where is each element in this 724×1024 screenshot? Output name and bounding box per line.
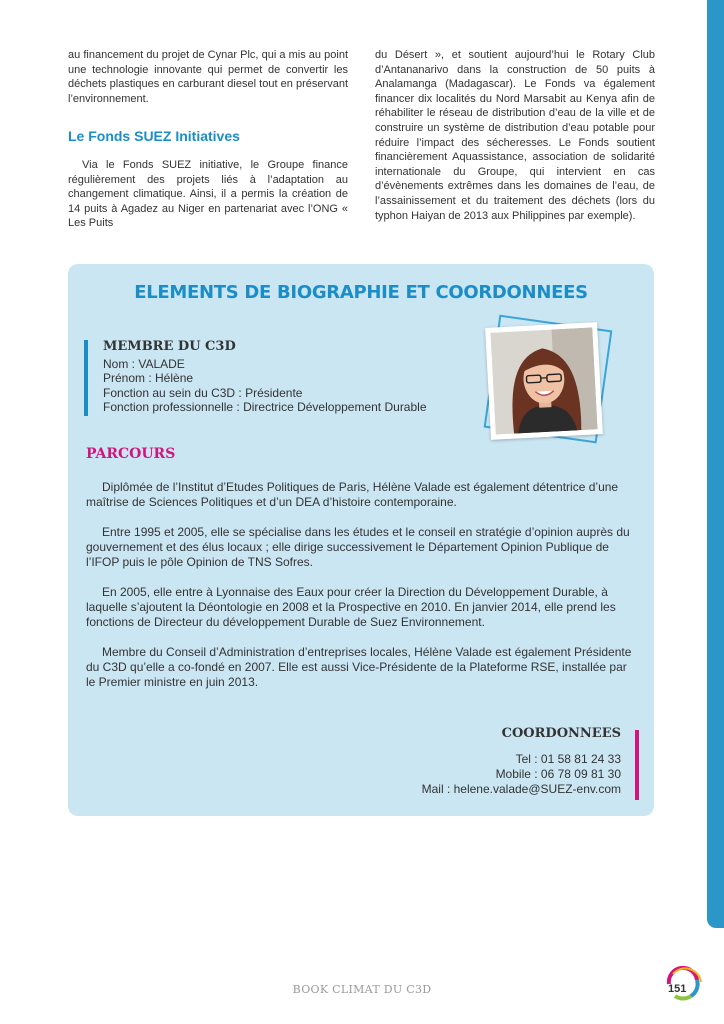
right-edge-strip (707, 0, 724, 928)
left-paragraph-1: au financement du projet de Cynar Plc, qui a mis au point une technologie innovante qui permet de convertir les déchets plastiques en carburant diesel tout en préservant l’environnement. (68, 49, 348, 105)
coordonnees-details (422, 752, 621, 797)
member-nom: Nom : VALADE (103, 356, 185, 371)
left-paragraph-2: Via le Fonds SUEZ initiative, le Groupe finance régulièrement des projets liés à l’adaptation au changement climatique. Ainsi, il a permis la création de 14 puits à Agadez au Niger en partenariat avec l’ONG « Les Puits (68, 158, 348, 230)
parcours-paragraph: Diplômée de l’Institut d’Etudes Politiques de Paris, Hélène Valade est également détentrice d’une maîtrise de Sciences Politiques et d’un DEA d’histoire contemporaine. (86, 480, 619, 509)
mobile-number: Mobile : 06 78 09 81 30 (495, 767, 621, 781)
portrait-photo (485, 322, 603, 440)
parcours-paragraph: En 2005, elle entre à Lyonnaise des Eaux pour créer la Direction du Développement Durable, à laquelle s’ajoutent la Déontologie en 2008 et la Prospective en 2010. En janvier 2014, elle prend les fonctions de Directeur du développement Durable de Suez Environnement. (86, 585, 616, 629)
member-info (103, 340, 427, 415)
biography-title: ELEMENTS DE BIOGRAPHIE ET COORDONNEES (134, 282, 588, 303)
section-title-fonds-suez: Le Fonds SUEZ Initiatives (68, 128, 240, 145)
biography-box (68, 264, 654, 816)
email-address[interactable]: Mail : helene.valade@SUEZ-env.com (421, 782, 621, 796)
page-number: 151 (668, 983, 687, 995)
parcours-paragraph: Membre du Conseil d’Administration d’entreprises locales, Hélène Valade est également Présidente du C3D qu’elle a co-fondé en 2007. Elle est aussi Vice-Présidente de la Plateforme RSE, installée par le Premier ministre en juin 2013. (86, 645, 632, 689)
right-paragraph-1: du Désert », et soutient aujourd’hui le Rotary Club d’Antananarivo dans la construction de 50 puits à Analamanga (Madagascar). Le Fonds va également financer dix localités du Nord Marsabit au Kenya afin de réhabiliter le réseau de distribution d’eau de la ville et de construire un système de distribution d’eau potable pour réduire l’impact des sécheresses. Le Fonds soutient financièrement Aquassistance, association de solidarité internationale du Groupe, qui intervient en cas d’évènements extrêmes dans les domaines de l’eau, de l’assainissement et du traitement des déchets (lors du typhon Haiyan de 2013 aux Philippines par exemple). (375, 49, 655, 222)
phone-number: Tel : 01 58 81 24 33 (515, 752, 621, 766)
parcours-text (86, 480, 639, 705)
member-heading: MEMBRE DU C3D (103, 339, 236, 354)
coordonnees-accent-bar (635, 730, 639, 800)
footer-book-title: BOOK CLIMAT DU C3D (292, 983, 432, 996)
member-accent-bar (84, 340, 88, 416)
coordonnees-heading: COORDONNEES (501, 726, 621, 741)
parcours-paragraph: Entre 1995 et 2005, elle se spécialise dans les études et le conseil en stratégie d’opinion auprès du gouvernement et des élus locaux ; elle dirige successivement le Département Opinion Publique de l’IFOP puis le pôle Opinion de TNS Sofres. (86, 525, 630, 569)
member-fonction-c3d: Fonction au sein du C3D : Présidente (103, 385, 303, 400)
left-text-column (68, 48, 348, 231)
portrait-illustration (490, 327, 597, 434)
right-text-column (375, 48, 655, 223)
member-fonction-pro: Fonction professionnelle : Directrice Développement Durable (103, 400, 427, 414)
member-prenom: Prénom : Hélène (103, 371, 194, 385)
parcours-heading: PARCOURS (86, 446, 176, 462)
